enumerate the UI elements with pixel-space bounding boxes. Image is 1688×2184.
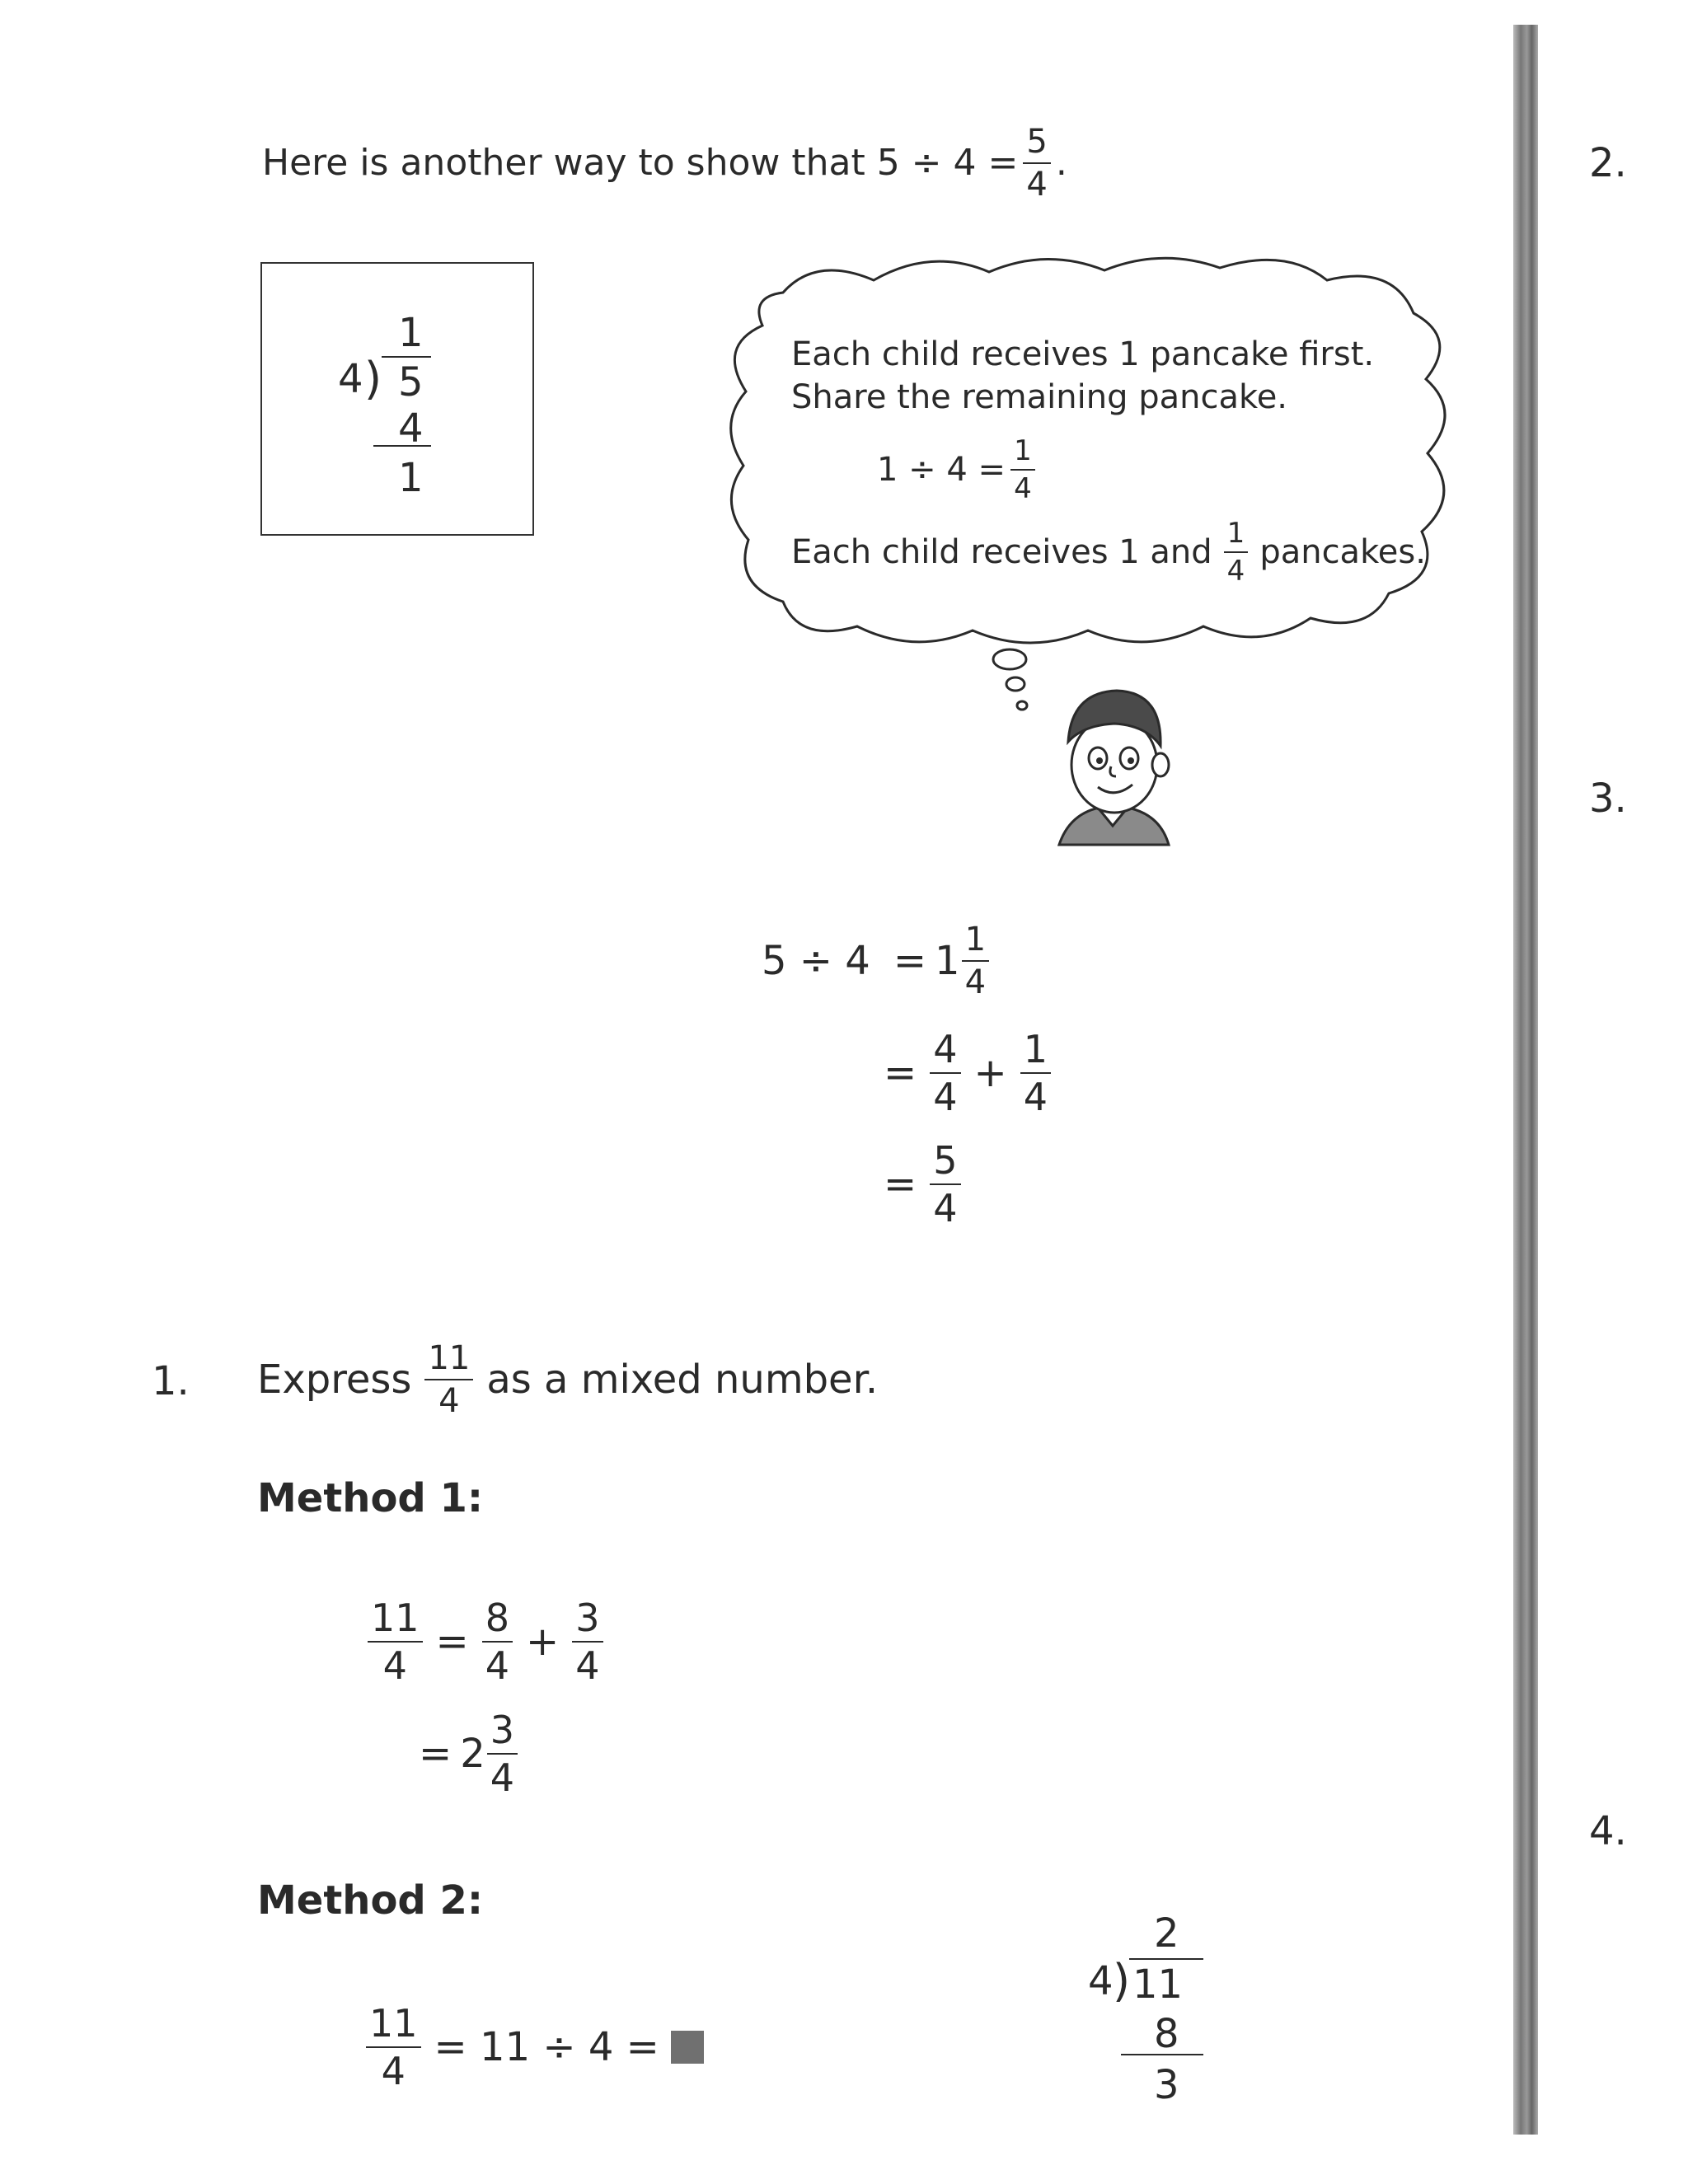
bubble-line-4: Each child receives 1 and $\frac{1}{4}$ pancakes. xyxy=(791,517,1426,588)
ld-bracket: ) xyxy=(364,353,382,405)
method-2-heading: Method 2: xyxy=(257,1877,484,1924)
m2-ld-rule xyxy=(1121,2054,1203,2055)
side-number-3: 3. xyxy=(1589,776,1627,822)
eq-fraction-b: $\frac{1}{4}$ xyxy=(1020,1030,1051,1116)
m2-ld-remainder: 3 xyxy=(1154,2062,1179,2108)
ld-divisor: 4 xyxy=(338,356,363,402)
bubble-equation: 1 ÷ 4 = $\frac{1}{4}$ xyxy=(877,437,1040,503)
ld-dividend: 5 xyxy=(398,359,424,405)
ld-remainder: 1 xyxy=(398,455,424,501)
question-1-number: 1. xyxy=(152,1358,190,1404)
m1-fraction-b: $\frac{3}{4}$ xyxy=(572,1599,603,1685)
bubble-line-2: Share the remaining pancake. xyxy=(791,378,1288,416)
bubble-eq-fraction: $\frac{1}{4}$ xyxy=(1010,437,1035,503)
m2-ld-divisor: 4 xyxy=(1088,1958,1114,2004)
eq-lhs: 5 ÷ 4 xyxy=(762,938,870,984)
m1-fraction-lhs: $\frac{11}{4}$ xyxy=(368,1599,423,1685)
answer-blank-square xyxy=(671,2031,704,2064)
ld-subtract: 4 xyxy=(398,405,424,452)
eq-mixed-fraction: $\frac{1}{4}$ xyxy=(962,923,989,999)
ld-vinculum xyxy=(382,356,431,358)
method-2-line: $\frac{11}{4}$ = 11 ÷ 4 = xyxy=(361,2004,704,2090)
m2-fraction: $\frac{11}{4}$ xyxy=(366,2004,421,2090)
question-1-fraction: $\frac{11}{4}$ xyxy=(424,1342,473,1418)
method-1-line-2: = 2 $\frac{3}{4}$ xyxy=(410,1711,523,1797)
book-spine xyxy=(1513,25,1538,2135)
eq-line-3: = $\frac{5}{4}$ xyxy=(875,1141,966,1227)
intro-sentence: Here is another way to show that 5 ÷ 4 = $\frac{5}{4}$ . xyxy=(262,123,1067,204)
ld-rule xyxy=(373,445,431,447)
eq-fraction-result: $\frac{5}{4}$ xyxy=(930,1141,960,1227)
question-1-text: Express $\frac{11}{4}$ as a mixed number. xyxy=(257,1339,879,1420)
m2-ld-dividend: 11 xyxy=(1132,1961,1184,2008)
m1-whole: 2 xyxy=(460,1731,485,1777)
bubble-line4-fraction: $\frac{1}{4}$ xyxy=(1224,519,1249,585)
m1-mixed-fraction: $\frac{3}{4}$ xyxy=(487,1711,518,1797)
eq-fraction-a: $\frac{4}{4}$ xyxy=(930,1030,960,1116)
side-number-4: 4. xyxy=(1589,1808,1627,1854)
m2-ld-quotient: 2 xyxy=(1154,1910,1179,1957)
method-1-heading: Method 1: xyxy=(257,1475,484,1521)
bubble-line-1: Each child receives 1 pancake first. xyxy=(791,335,1375,373)
thought-bubble-graphic xyxy=(717,247,1459,717)
side-number-2: 2. xyxy=(1589,140,1627,186)
intro-text: Here is another way to show that 5 ÷ 4 = xyxy=(262,142,1019,184)
m2-ld-vinculum xyxy=(1129,1958,1203,1960)
eq-whole: 1 xyxy=(935,938,960,984)
m2-ld-subtract: 8 xyxy=(1154,2011,1179,2057)
m2-ld-bracket: ) xyxy=(1113,1955,1131,2007)
boy-illustration xyxy=(1047,676,1179,857)
m2-long-division xyxy=(1071,1896,1203,2110)
eq-line-2: = $\frac{4}{4}$ + $\frac{1}{4}$ xyxy=(875,1030,1056,1116)
ld-quotient: 1 xyxy=(398,310,424,356)
m1-fraction-a: $\frac{8}{4}$ xyxy=(482,1599,513,1685)
method-1-line-1: $\frac{11}{4}$ = $\frac{8}{4}$ + $\frac{3}{4}$ xyxy=(363,1599,608,1685)
eq-line-1: 5 ÷ 4 = 1 $\frac{1}{4}$ xyxy=(762,923,994,999)
long-division-box xyxy=(260,262,534,536)
intro-fraction: $\frac{5}{4}$ xyxy=(1023,125,1050,201)
